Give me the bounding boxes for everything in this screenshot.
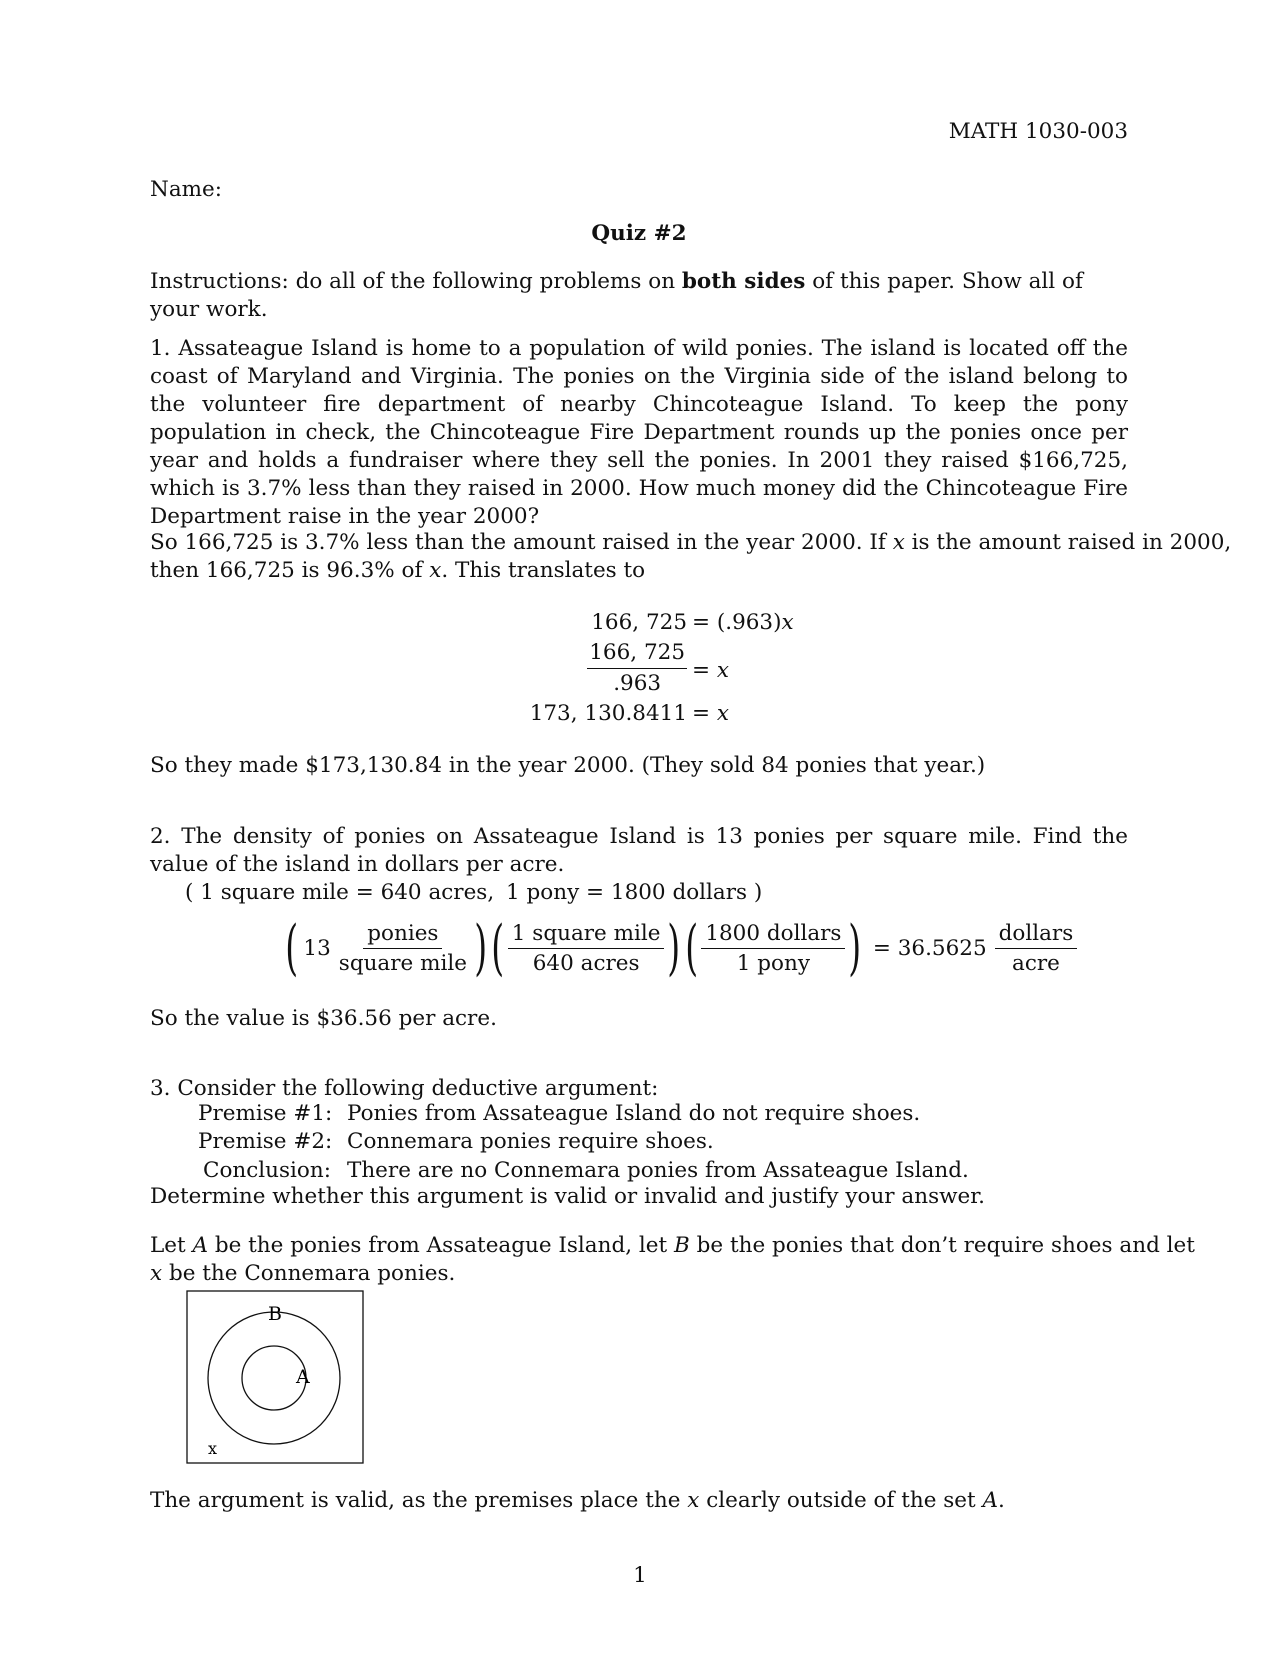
factor1-fraction (335, 921, 471, 976)
instructions-bold: both sides (681, 269, 806, 294)
premise-1-text: Ponies from Assateague Island do not require shoes. (347, 1101, 921, 1126)
let-A: A (192, 1233, 209, 1258)
problem2-given-a: ( 1 square mile = 640 acres, (185, 880, 495, 905)
problem3-let-line1 (150, 1232, 1195, 1260)
answer-c: . (998, 1488, 1005, 1513)
result-unit-den: acre (1012, 950, 1060, 976)
p1-sol1b: is the amount raised in 2000, (904, 530, 1232, 555)
let-d: be the Connemara ponies. (162, 1261, 456, 1286)
answer-x: x (687, 1488, 700, 1513)
course-code: MATH 1030-003 (948, 119, 1128, 144)
factor3-num: 1800 dollars (701, 921, 845, 949)
label-a: A (296, 1366, 310, 1388)
conversion-result: = 36.5625 (872, 935, 987, 961)
eq1-rhs (692, 610, 794, 635)
instructions-end: of this paper. Show all of your work. (150, 269, 1083, 322)
paren-open-3: ( (685, 913, 699, 983)
problem2-conclusion: So the value is $36.56 per acre. (150, 1006, 497, 1031)
let-c: be the ponies that don’t require shoes and let (689, 1233, 1195, 1258)
paren-close-3: ) (848, 913, 862, 983)
let-b: be the ponies from Assateague Island, let (208, 1233, 674, 1258)
premise-2-label: Premise #2: (198, 1129, 333, 1154)
instructions (150, 268, 1128, 324)
eq1-rhs-text: = (.963) (692, 610, 782, 635)
factor2-den: 640 acres (532, 950, 640, 976)
let-x: x (150, 1261, 163, 1286)
eq3-var: x (716, 701, 729, 726)
factor3-den: 1 pony (736, 950, 810, 976)
label-x: x (208, 1439, 218, 1458)
problem3-intro: 3. Consider the following deductive argument: (150, 1076, 659, 1101)
result-unit-num: dollars (995, 921, 1078, 949)
eq3-rhs-text: = (692, 701, 711, 726)
page-number: 1 (633, 1563, 647, 1588)
factor2-num: 1 square mile (508, 921, 665, 949)
p1-sol2a: then 166,725 is 96.3% of (150, 558, 430, 583)
paren-close-2: ) (667, 913, 681, 983)
conversion-equation (285, 913, 1081, 983)
page-title: Quiz #2 (591, 221, 687, 246)
premise-1-label: Premise #1: (198, 1101, 333, 1126)
factor1-den: square mile (338, 950, 467, 976)
eq1-lhs: 166, 725 (591, 610, 687, 635)
premise-2-text: Connemara ponies require shoes. (347, 1129, 714, 1154)
conclusion-label: Conclusion: (203, 1158, 331, 1183)
problem2-given-b: 1 pony = 1800 dollars ) (506, 880, 763, 905)
factor3-fraction (701, 921, 845, 976)
problem3-let-line2 (150, 1260, 455, 1288)
eq1-var: x (781, 610, 794, 635)
problem1-solution-line2 (150, 557, 645, 585)
eq2-num: 166, 725 (587, 640, 687, 669)
paren-open-2: ( (491, 913, 505, 983)
answer-A: A (982, 1488, 999, 1513)
let-B: B (673, 1233, 690, 1258)
eq2-fraction (587, 640, 687, 696)
paren-open-1: ( (285, 913, 299, 983)
problem3-question: Determine whether this argument is valid or invalid and justify your answer. (150, 1184, 985, 1209)
problem1-conclusion: So they made $173,130.84 in the year 2000. (They sold 84 ponies that year.) (150, 753, 986, 778)
factor1-num: ponies (363, 921, 442, 949)
result-units (995, 921, 1078, 976)
name-label: Name: (150, 177, 222, 202)
p1-var-x: x (892, 530, 905, 555)
problem1-solution-line1 (150, 529, 1232, 557)
problem1-text: 1. Assateague Island is home to a population of wild ponies. The island is located off the coast of Maryland and Virginia. The ponies on the Virginia side of the island belong to the volunteer fire department of nearby Chincoteague Island. To keep the pony population in check, the Chincoteague Fire Department rounds up the ponies once per year and holds a fundraiser where they sell the ponies. In 2001 they raised $166,725, which is 3.7% less than they raised in 2000. How much money did the Chincoteague Fire Department raise in the year 2000? (150, 336, 1128, 529)
factor2-fraction (508, 921, 665, 976)
factor-2 (491, 913, 681, 983)
eq3-lhs: 173, 130.8411 (529, 701, 687, 726)
label-b: B (268, 1303, 282, 1325)
problem2-text: 2. The density of ponies on Assateague Island is 13 ponies per square mile. Find the value of the island in dollars per acre. (150, 824, 1128, 877)
answer-b: clearly outside of the set (699, 1488, 983, 1513)
eq3-rhs (692, 701, 729, 726)
factor-1 (285, 913, 488, 983)
eq2-rhs-text: = (692, 658, 711, 683)
euler-diagram (186, 1290, 366, 1466)
problem3-answer (150, 1487, 1005, 1515)
eq2-rhs (692, 658, 729, 683)
eq2-den: .963 (613, 671, 662, 696)
answer-a: The argument is valid, as the premises place the (150, 1488, 688, 1513)
factor-3 (685, 913, 862, 983)
instructions-start: Instructions: do all of the following problems on (150, 269, 682, 294)
paren-close-1: ) (474, 913, 488, 983)
set-b-circle (208, 1312, 340, 1444)
eq2-var: x (716, 658, 729, 683)
p1-var-x2: x (429, 558, 442, 583)
conclusion-text: There are no Connemara ponies from Assateague Island. (347, 1158, 969, 1183)
p1-sol2b: . This translates to (441, 558, 646, 583)
p1-sol1a: So 166,725 is 3.7% less than the amount raised in the year 2000. If (150, 530, 893, 555)
factor1-coef: 13 (303, 935, 331, 961)
let-a: Let (150, 1233, 193, 1258)
